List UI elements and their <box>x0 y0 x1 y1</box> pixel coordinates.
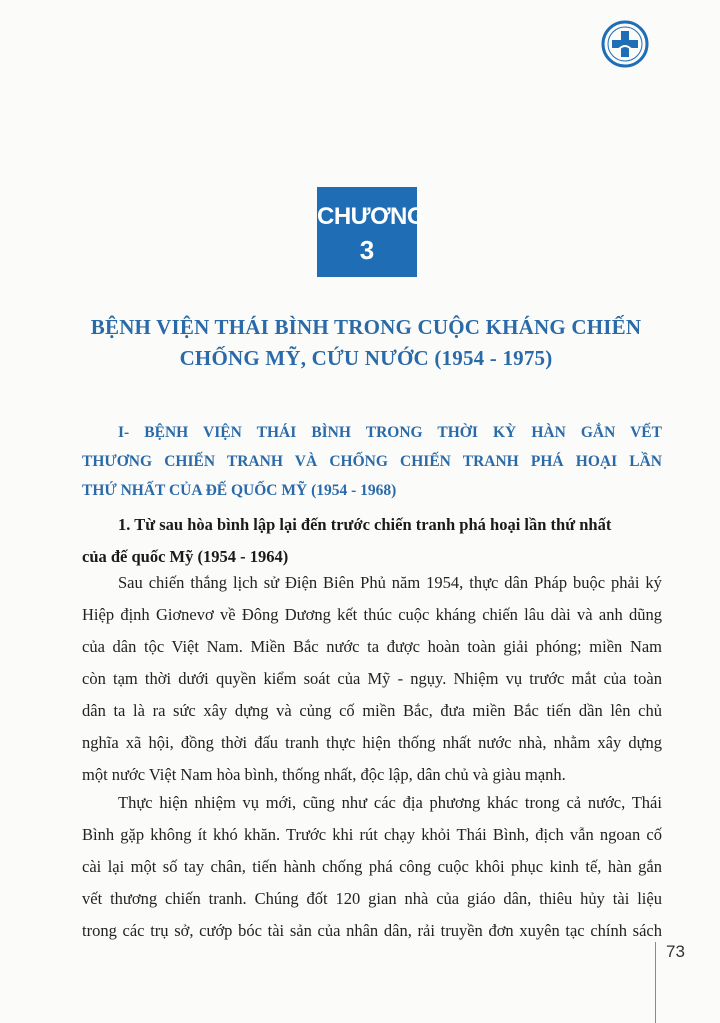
chapter-word: CHƯƠNG <box>317 203 426 230</box>
paragraph-line: của dân tộc Việt Nam. Miền Bắc nước ta được hoàn toàn giải phóng; miền Nam <box>82 637 663 656</box>
hospital-logo <box>601 20 649 68</box>
paragraph-line: còn tạm thời dưới quyền kiểm soát của Mỹ - ngụy. Nhiệm vụ trước mắt của toàn <box>82 669 662 688</box>
paragraph-line: dân ta là ra sức xây dựng và củng cố miền Bắc, đưa miền Bắc tiến dần lên chủ <box>82 701 662 720</box>
chapter-box <box>317 187 426 277</box>
subsection-heading-line-2: của đế quốc Mỹ (1954 - 1964) <box>82 547 289 566</box>
chapter-title-line-2: CHỐNG MỸ, CỨU NƯỚC (1954 - 1975) <box>179 346 553 370</box>
section-heading-line-2: THƯƠNG CHIẾN TRANH VÀ CHỐNG CHIẾN TRANH PHÁ HOẠI LẦN <box>82 453 662 470</box>
paragraph-line: một nước Việt Nam hòa bình, thống nhất, độc lập, dân chủ và giàu mạnh. <box>82 765 566 784</box>
paragraph-line: cài lại một số tay chân, tiến hành chống phá công cuộc khôi phục kinh tế, hàn gắn <box>82 857 663 876</box>
paragraph-line: trong các trụ sở, cướp bóc tài sản của nhân dân, rải truyền đơn xuyên tạc chính sách <box>82 921 662 940</box>
subsection-heading <box>82 509 662 573</box>
page-number: 73 <box>666 942 685 961</box>
chapter-title <box>60 312 672 374</box>
section-heading-line-3: THỨ NHẤT CỦA ĐẾ QUỐC MỸ (1954 - 1968) <box>82 482 397 499</box>
paragraph-1 <box>82 567 662 791</box>
paragraph-line: Thực hiện nhiệm vụ mới, cũng như các địa phương khác trong cả nước, Thái <box>118 793 662 812</box>
subsection-heading-line-1: 1. Từ sau hòa bình lập lại đến trước chiến tranh phá hoại lần thứ nhất <box>118 515 612 534</box>
paragraph-line: Bình gặp không ít khó khăn. Trước khi rút chạy khỏi Thái Bình, địch vẫn ngoan cố <box>82 825 662 844</box>
paragraph-line: Hiệp định Giơnevơ về Đông Dương kết thúc cuộc kháng chiến lâu dài và anh dũng <box>82 605 662 624</box>
paragraph-line: vết thương chiến tranh. Chúng đốt 120 gian nhà của giáo dân, thiêu hủy tài liệu <box>82 889 662 908</box>
page-number-divider <box>655 942 656 1023</box>
section-heading <box>82 418 662 505</box>
chapter-number: 3 <box>359 235 375 265</box>
section-heading-line-1: I- BỆNH VIỆN THÁI BÌNH TRONG THỜI KỲ HÀN GẮN VẾT <box>118 424 662 441</box>
paragraph-line: Sau chiến thắng lịch sử Điện Biên Phủ năm 1954, thực dân Pháp buộc phải ký <box>118 573 662 592</box>
chapter-title-line-1: BỆNH VIỆN THÁI BÌNH TRONG CUỘC KHÁNG CHIẾN <box>90 315 642 339</box>
paragraph-2 <box>82 787 662 947</box>
hospital-cross-seal-icon <box>601 20 649 68</box>
paragraph-line: nghĩa xã hội, đồng thời đấu tranh thực hiện thống nhất nước nhà, nhằm xây dựng <box>82 733 663 752</box>
